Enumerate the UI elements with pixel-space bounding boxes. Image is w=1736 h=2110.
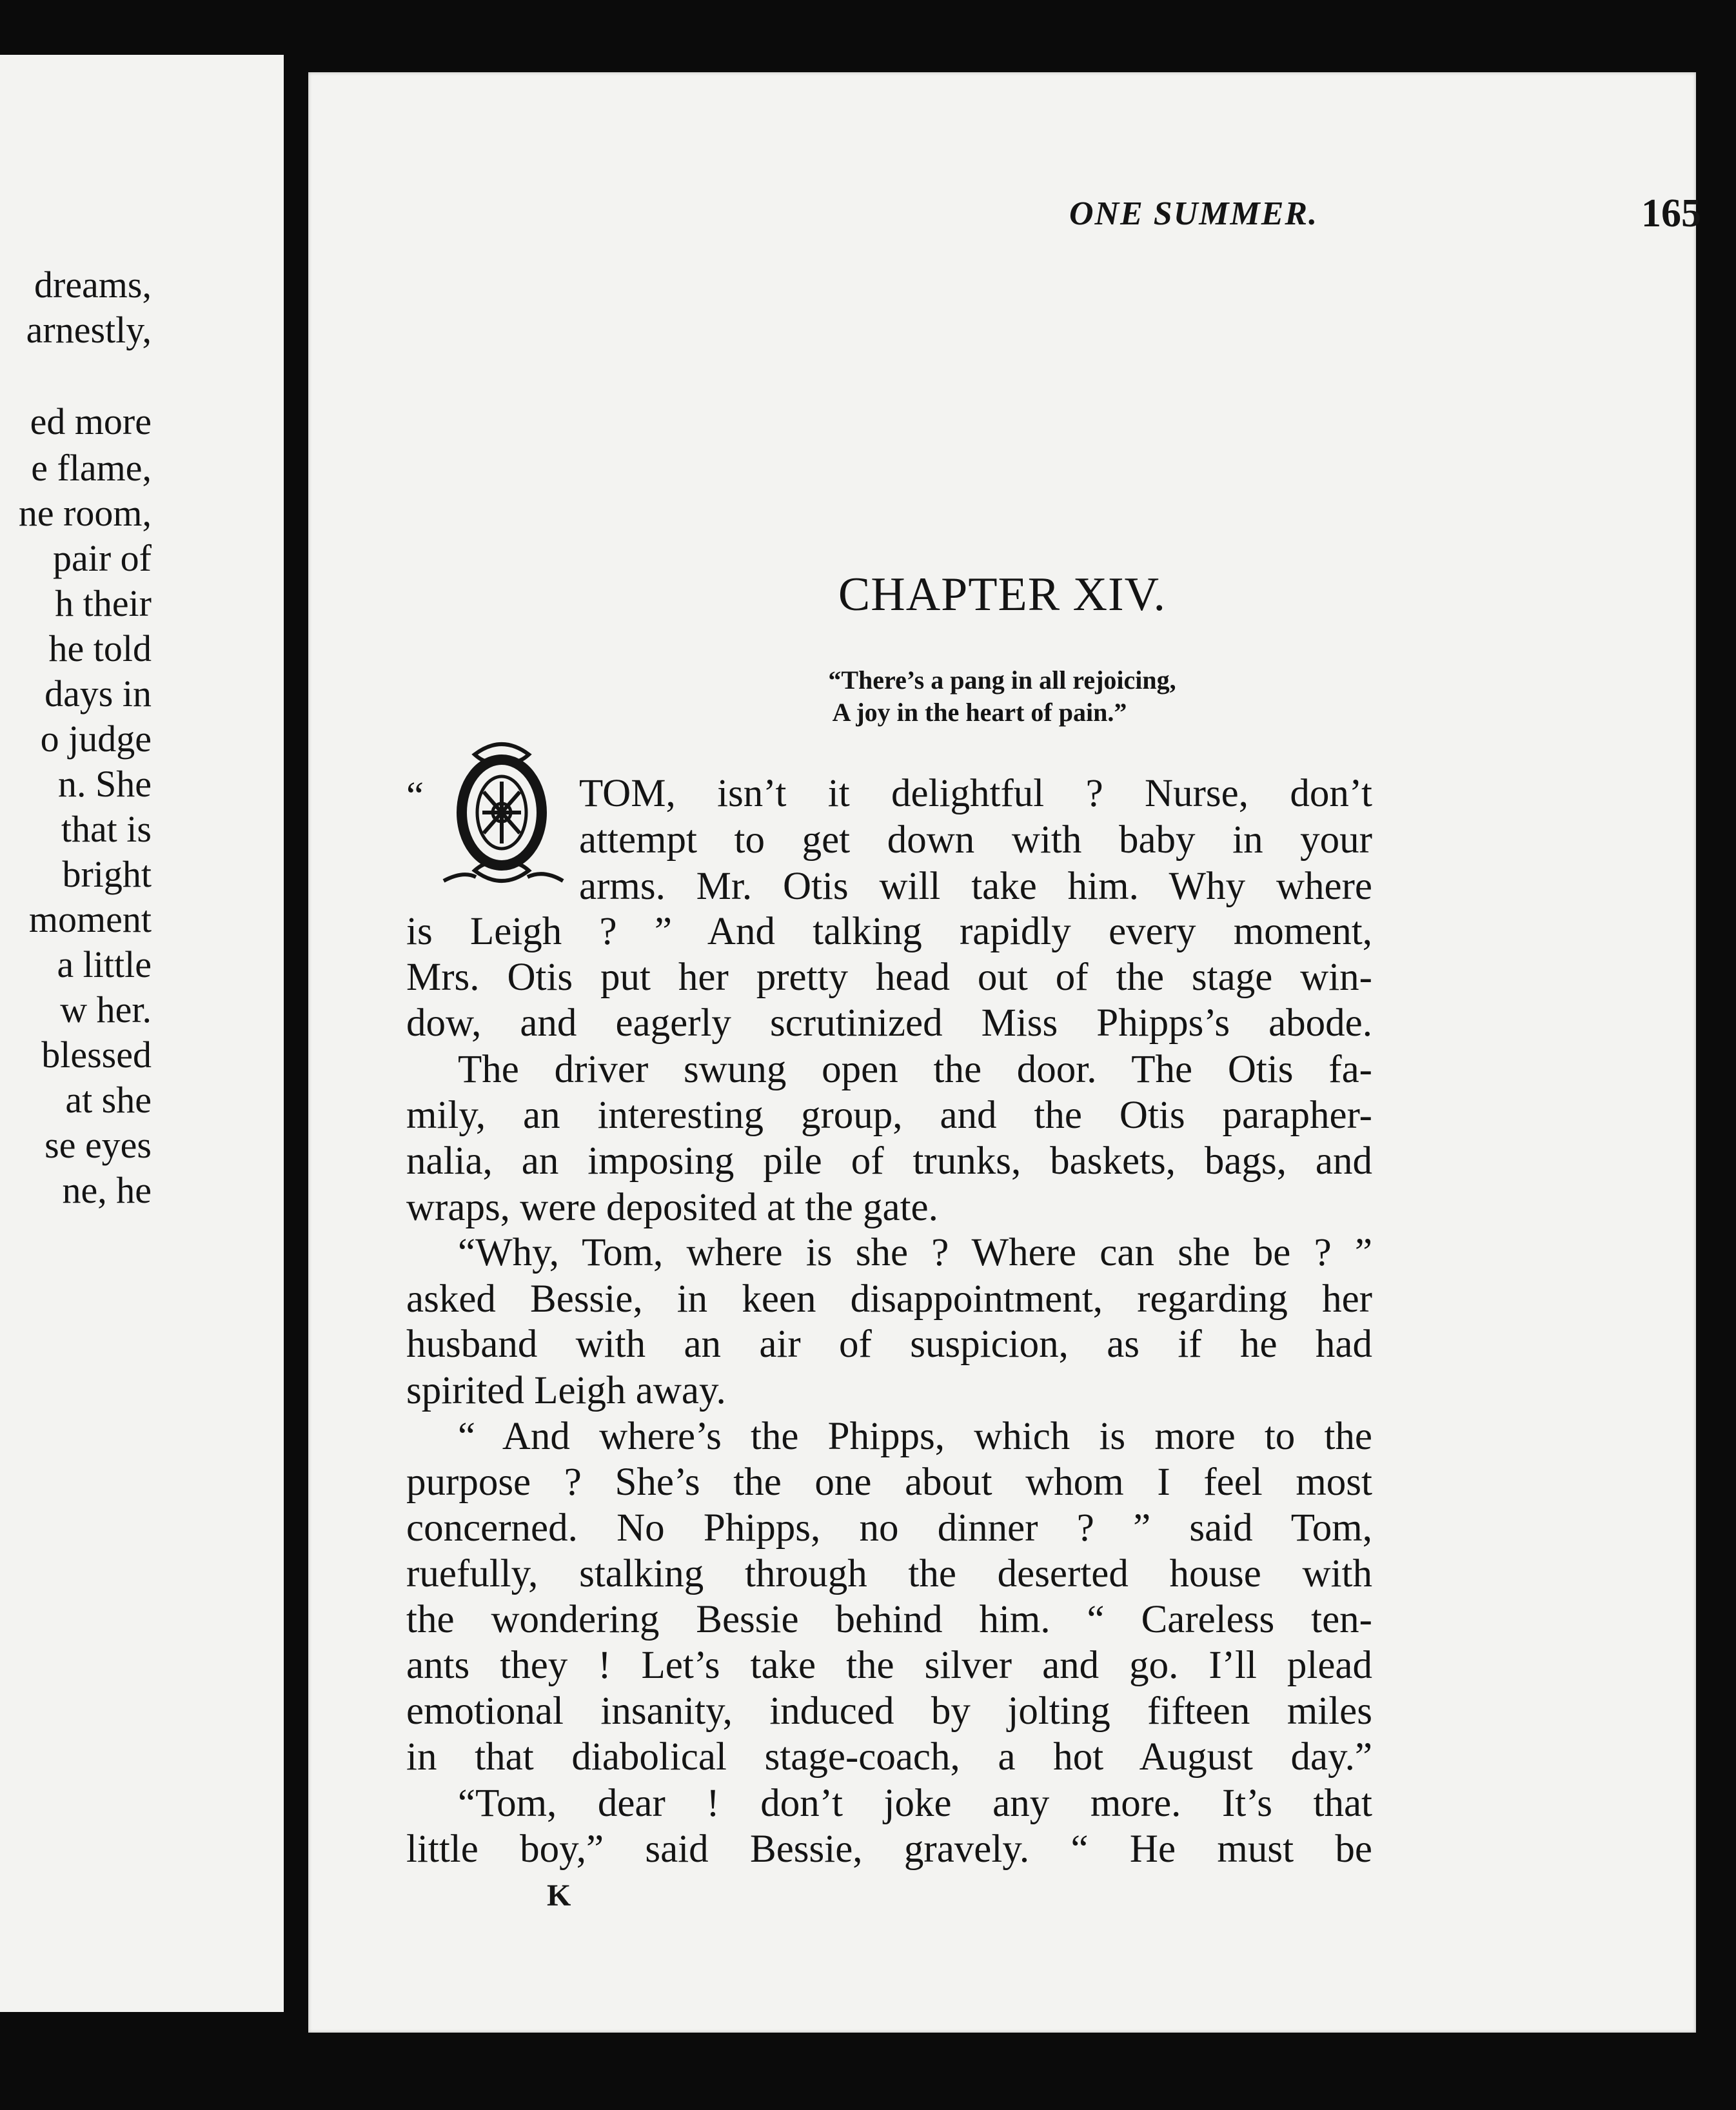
left-page-line: e flame, [31, 447, 152, 489]
left-page-line: dreams, [34, 264, 152, 306]
left-page-line: bright [62, 853, 152, 895]
body-line: emotional insanity, induced by jolting fifteen miles [406, 1690, 1372, 1733]
body-line: “Tom, dear ! don’t joke any more. It’s that [458, 1782, 1372, 1825]
body-line: mily, an interesting group, and the Otis parapher- [406, 1094, 1372, 1137]
chapter-heading: CHAPTER XIV. [838, 568, 1167, 621]
left-page-line: days in [44, 673, 152, 715]
body-line: husband with an air of suspicion, as if he had [406, 1323, 1372, 1366]
left-page-line: a little [57, 943, 152, 985]
page-number: 165 [1641, 192, 1701, 235]
printer-signature-mark: K [547, 1878, 571, 1913]
running-head-title: ONE SUMMER. [1069, 195, 1319, 232]
left-page-line: n. She [58, 763, 152, 805]
body-line: the wondering Bessie behind him. “ Careless ten- [406, 1598, 1372, 1641]
left-page-line: w her. [60, 989, 152, 1030]
epigraph-line: A joy in the heart of pain.” [832, 698, 1127, 727]
body-line: is Leigh ? ” And talking rapidly every moment, [406, 910, 1372, 953]
body-line: wraps, were deposited at the gate. [406, 1186, 938, 1229]
body-line: ruefully, stalking through the deserted house with [406, 1552, 1372, 1595]
left-page-line: blessed [41, 1034, 152, 1076]
body-line: TOM, isn’t it delightful ? Nurse, don’t [579, 772, 1372, 815]
body-line: dow, and eagerly scrutinized Miss Phipps’s abode. [406, 1001, 1372, 1045]
body-line: ants they ! Let’s take the silver and go. I’ll plead [406, 1644, 1372, 1687]
running-head [760, 192, 1701, 246]
body-line: purpose ? She’s the one about whom I feel most [406, 1461, 1372, 1504]
body-line: concerned. No Phipps, no dinner ? ” said Tom, [406, 1506, 1372, 1550]
epigraph [308, 664, 1696, 729]
ornamental-drop-cap-o-icon [437, 735, 566, 890]
opening-quote-mark: “ [406, 774, 424, 818]
left-page-line: h their [55, 582, 152, 624]
body-line: “ And where’s the Phipps, which is more to the [458, 1415, 1372, 1458]
left-page-line: that is [61, 808, 152, 850]
left-page-line: he told [48, 627, 152, 669]
body-line: “Why, Tom, where is she ? Where can she be ? ” [458, 1231, 1372, 1274]
left-page-line: o judge [40, 718, 152, 760]
body-line: in that diabolical stage-coach, a hot August day.” [406, 1735, 1372, 1779]
body-line: nalia, an imposing pile of trunks, baskets, bags, and [406, 1139, 1372, 1183]
left-page-line: ed more [30, 400, 152, 442]
body-line: attempt to get down with baby in your [579, 818, 1372, 862]
left-page-line: ne, he [62, 1169, 152, 1211]
left-page-line: arnestly, [26, 309, 152, 351]
body-line: spirited Leigh away. [406, 1369, 726, 1412]
left-page-line: moment [28, 898, 152, 940]
book-page [308, 72, 1701, 2033]
body-line: Mrs. Otis put her pretty head out of the stage win- [406, 956, 1372, 999]
body-line: asked Bessie, in keen disappointment, regarding her [406, 1277, 1372, 1321]
left-page-line: ne room, [18, 492, 152, 534]
body-line: little boy,” said Bessie, gravely. “ He must be [406, 1828, 1372, 1871]
left-page-line: se eyes [44, 1124, 152, 1166]
body-line: The driver swung open the door. The Otis fa- [458, 1048, 1372, 1091]
left-facing-page [0, 55, 284, 2012]
left-page-line: pair of [53, 537, 152, 579]
body-line: arms. Mr. Otis will take him. Why where [579, 865, 1372, 908]
left-page-line: at she [65, 1079, 152, 1121]
epigraph-line: “There’s a pang in all rejoicing, [828, 666, 1176, 695]
